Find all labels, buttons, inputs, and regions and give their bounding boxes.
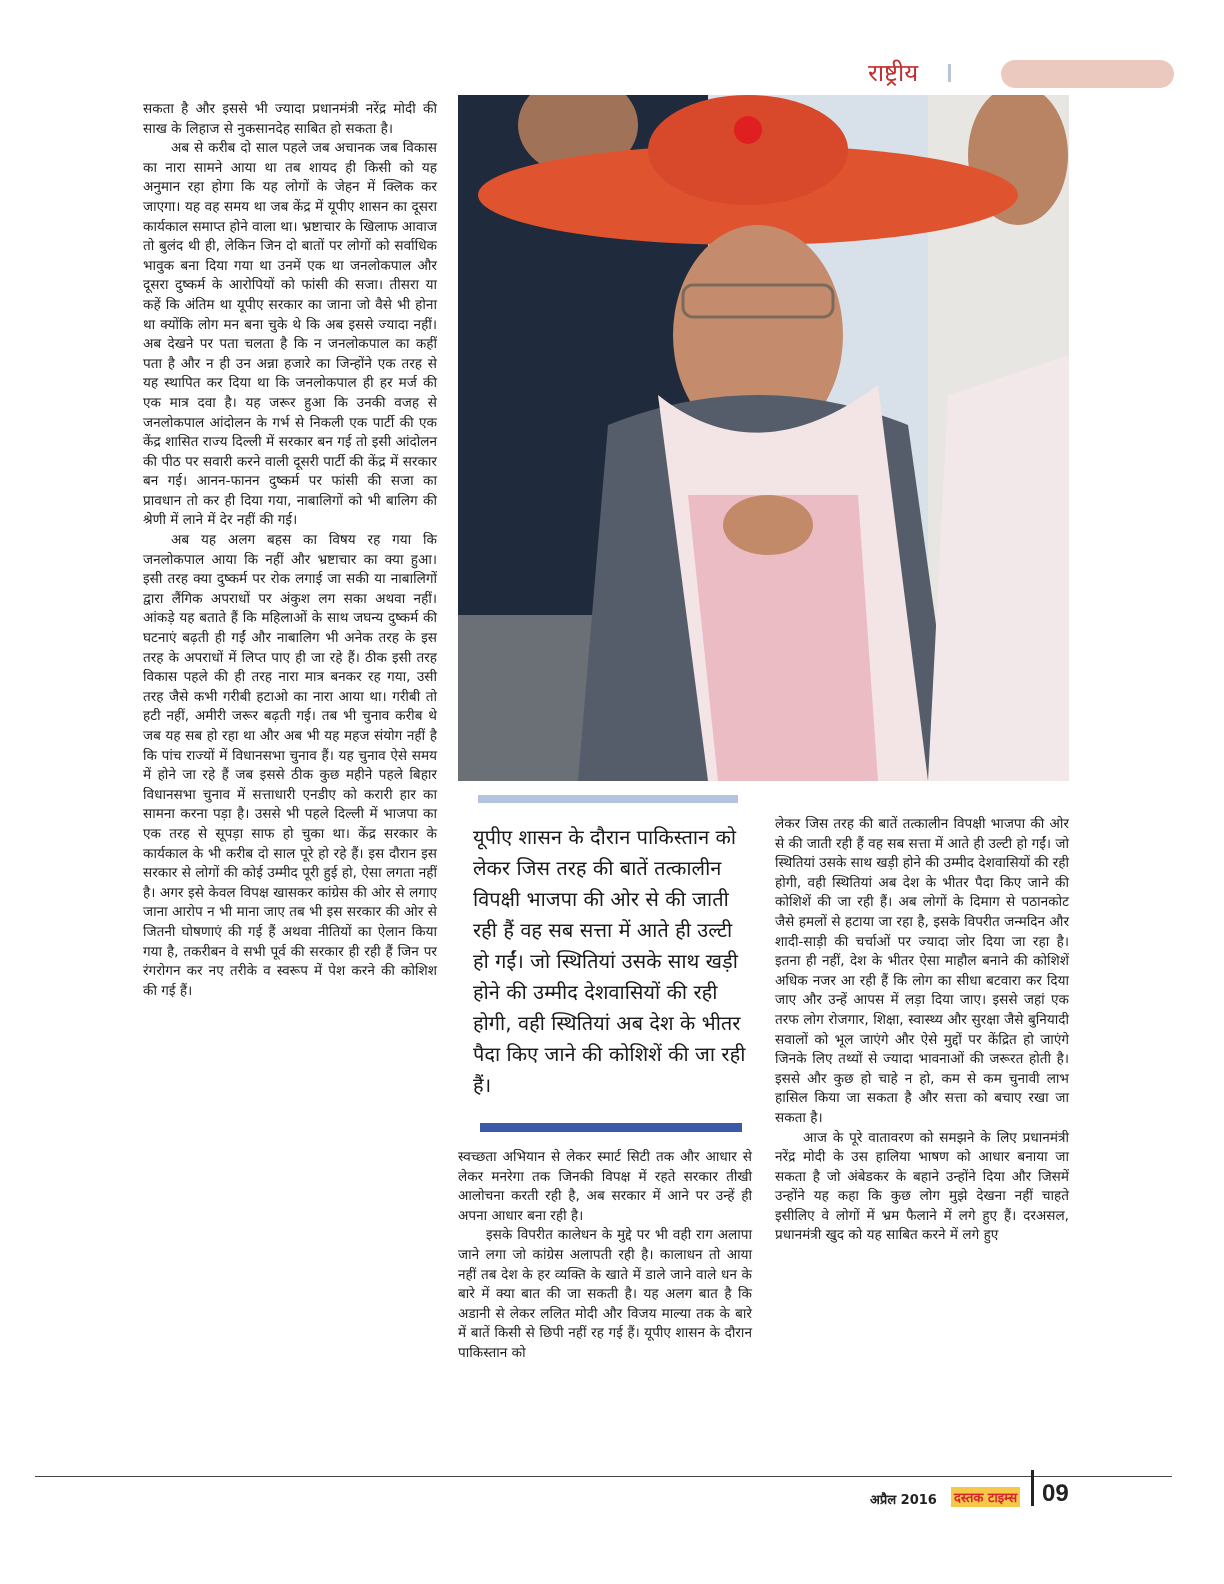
paragraph: सकता है और इससे भी ज्यादा प्रधानमंत्री नरेंद्र मोदी की साख के लिहाज से नुकसानदेह साबित हो सकता है। [143, 101, 437, 137]
photo-image [458, 95, 1069, 781]
magazine-logo: दस्तक टाइम्स [951, 1487, 1020, 1507]
footer-divider [1031, 1470, 1034, 1506]
article-column-3 [775, 815, 1069, 1246]
paragraph: लेकर जिस तरह की बातें तत्कालीन विपक्षी भाजपा की ओर से की जाती रही हैं वह सब सत्ता में आते ही उल्टी हो गईं। जो स्थितियां उसके साथ खड़ी होने की उम्मीद देशवासियों की रही होगी, वही स्थितियां अब देश के भीतर पैदा किए जाने की कोशिशें की जा रही हैं। अब लोगों के दिमाग से पठानकोट जैसे हमलों से हटाया जा रहा है, इसके विपरीत जन्मदिन और शादी-साड़ी की चर्चाओं पर ज्यादा जोर दिया जा रहा है। इतना ही नहीं, देश के भीतर ऐसा माहौल बनाने की कोशिशें अधिक नजर आ रही हैं कि लोग का सीधा बटवारा कर दिया जाए और उन्हें आपस में लड़ा दिया जाए। इससे जहां एक तरफ लोग रोजगार, शिक्षा, स्वास्थ्य और सुरक्षा जैसे बुनियादी सवालों को भूल जाएंगे और ऐसे मुद्दों पर केंद्रित हो जाएंगे जिनके लिए तथ्यों से ज्यादा भावनाओं की जरूरत होती है। इससे और कुछ हो चाहे न हो, कम से कम चुनावी लाभ हासिल किया जा सकता है और सत्ता को बचाए रखा जा सकता है। [775, 816, 1069, 1126]
article-column-2 [458, 1148, 752, 1364]
article-column-1 [143, 100, 437, 1001]
page-number: 09 [1042, 1480, 1069, 1507]
paragraph: स्वच्छता अभियान से लेकर स्मार्ट सिटी तक और आधार से लेकर मनरेगा तक जिनकी विपक्ष में रहते सरकार तीखी आलोचना करती रही है, अब सरकार में आने पर उन्हें ही अपना आधार बना रही है। [458, 1149, 752, 1224]
quote-top-bar [478, 795, 738, 803]
paragraph: अब से करीब दो साल पहले जब अचानक जब विकास का नारा सामने आया था तब शायद ही किसी को यह अनुमान रहा होगा कि यह लोगों के जेहन में क्लिक कर जाएगा। यह वह समय था जब केंद्र में यूपीए शासन का दूसरा कार्यकाल समाप्त होने वाला था। भ्रष्टाचार के खिलाफ आवाज तो बुलंद थी ही, लेकिन जिन दो बातों पर लोगों को सर्वाधिक भावुक बना दिया गया था उनमें एक था जनलोकपाल और दूसरा दुष्कर्म के आरोपियों को फांसी की सजा। तीसरा या कहें कि अंतिम था यूपीए सरकार का जाना जो वैसे भी होना था क्योंकि लोग मन बना चुके थे कि अब इससे ज्यादा नहीं। अब देखने पर पता चलता है कि न जनलोकपाल का कहीं पता है और न ही उन अन्ना हजारे का जिन्होंने एक तरह से यह स्थापित कर दिया था कि जनलोकपाल ही हर मर्ज की एक मात्र दवा है। यह जरूर हुआ कि उनकी वजह से जनलोकपाल आंदोलन के गर्भ से निकली एक पार्टी की एक केंद्र शासित राज्य दिल्ली में सरकार बन गई तो इसी आंदोलन की पीठ पर सवारी करने वाली दूसरी पार्टी की केंद्र में सरकार बन गई। आनन-फानन दुष्कर्म पर फांसी की सजा का प्रावधान तो कर ही दिया गया, नाबालिगों को भी बालिग की श्रेणी में लाने में देर नहीं की गई। [143, 140, 437, 529]
paragraph: आज के पूरे वातावरण को समझने के लिए प्रधानमंत्री नरेंद्र मोदी के उस हालिया भाषण को आधार बनाया जा सकता है जो अंबेडकर के बहाने उन्होंने दिया और जिसमें उन्होंने यह कहा कि कुछ लोग मुझे देखना नहीं चाहते इसीलिए वे लोगों में भ्रम फैलाने में लगे हुए हैं। दरअसल, प्रधानमंत्री खुद को यह साबित करने में लगे हुए [775, 1129, 1069, 1244]
footer-date: अप्रैल 2016 [870, 1493, 937, 1508]
pull-quote: यूपीए शासन के दौरान पाकिस्तान को लेकर जिस तरह की बातें तत्कालीन विपक्षी भाजपा की ओर से की जाती रही हैं वह सब सत्ता में आते ही उल्टी हो गईं। जो स्थितियां उसके साथ खड़ी होने की उम्मीद देशवासियों की रही होगी, वही स्थितियां अब देश के भीतर पैदा किए जाने की कोशिशें की जा रही हैं। [473, 825, 746, 1097]
section-title: राष्ट्रीय [868, 59, 919, 87]
header-divider [948, 64, 951, 82]
article-photo [458, 95, 1069, 781]
paragraph: अब यह अलग बहस का विषय रह गया कि जनलोकपाल आया कि नहीं और भ्रष्टाचार का क्या हुआ। इसी तरह क्या दुष्कर्म पर रोक लगाई जा सकी या नाबालिगों द्वारा लैंगिक अपराधों पर अंकुश लग सका अथवा नहीं। आंकड़े यह बताते हैं कि महिलाओं के साथ जघन्य दुष्कर्म की घटनाएं बढ़ती ही गईं और नाबालिग भी अनेक तरह के इस तरह के अपराधों में लिप्त पाए ही जा रहे हैं। ठीक इसी तरह विकास पहले की ही तरह नारा मात्र बनकर रह गया, उसी तरह जैसे कभी गरीबी हटाओ का नारा आया था। गरीबी तो हटी नहीं, अमीरी जरूर बढ़ती गई। तब भी चुनाव करीब थे जब यह सब हो रहा था और अब भी यह महज संयोग नहीं है कि पांच राज्यों में विधानसभा चुनाव हैं। यह चुनाव ऐसे समय में होने जा रहे हैं जब इससे ठीक कुछ महीने पहले बिहार विधानसभा चुनाव में सत्ताधारी एनडीए को करारी हार का सामना करना पड़ा है। उससे भी पहले दिल्ली में भाजपा का एक तरह से सूपड़ा साफ हो चुका था। केंद्र सरकार के कार्यकाल के भी करीब दो साल पूरे हो रहे हैं। इस दौरान इस सरकार से लोगों की कोई उम्मीद पूरी हुई हो, ऐसा लगता नहीं है। अगर इसे केवल विपक्ष खासकर कांग्रेस की ओर से लगाए जाना आरोप न भी माना जाए तब भी इस सरकार की ओर से जितनी घोषणाएं की गई हैं अथवा नीतियों का ऐलान किया गया है, तकरीबन वे सभी पूर्व की सरकार ही रही हैं जिन पर रंगरोगन कर नए तरीके व स्वरूप में पेश करने की कोशिश की गई हैं। [143, 532, 437, 999]
footer-rule [35, 1476, 1172, 1477]
paragraph: इसके विपरीत कालेधन के मुद्दे पर भी वही राग अलापा जाने लगा जो कांग्रेस अलापती रही है। कालाधन तो आया नहीं तब देश के हर व्यक्ति के खाते में डाले जाने वाले धन के बारे में क्या बात की जा सकती है। यह अलग बात है कि अडानी से लेकर ललित मोदी और विजय माल्या तक के बारे में बातें किसी से छिपी नहीं रह गई हैं। यूपीए शासन के दौरान पाकिस्तान को [458, 1227, 752, 1361]
header-decoration [1001, 60, 1174, 88]
quote-bottom-bar [480, 1123, 742, 1132]
